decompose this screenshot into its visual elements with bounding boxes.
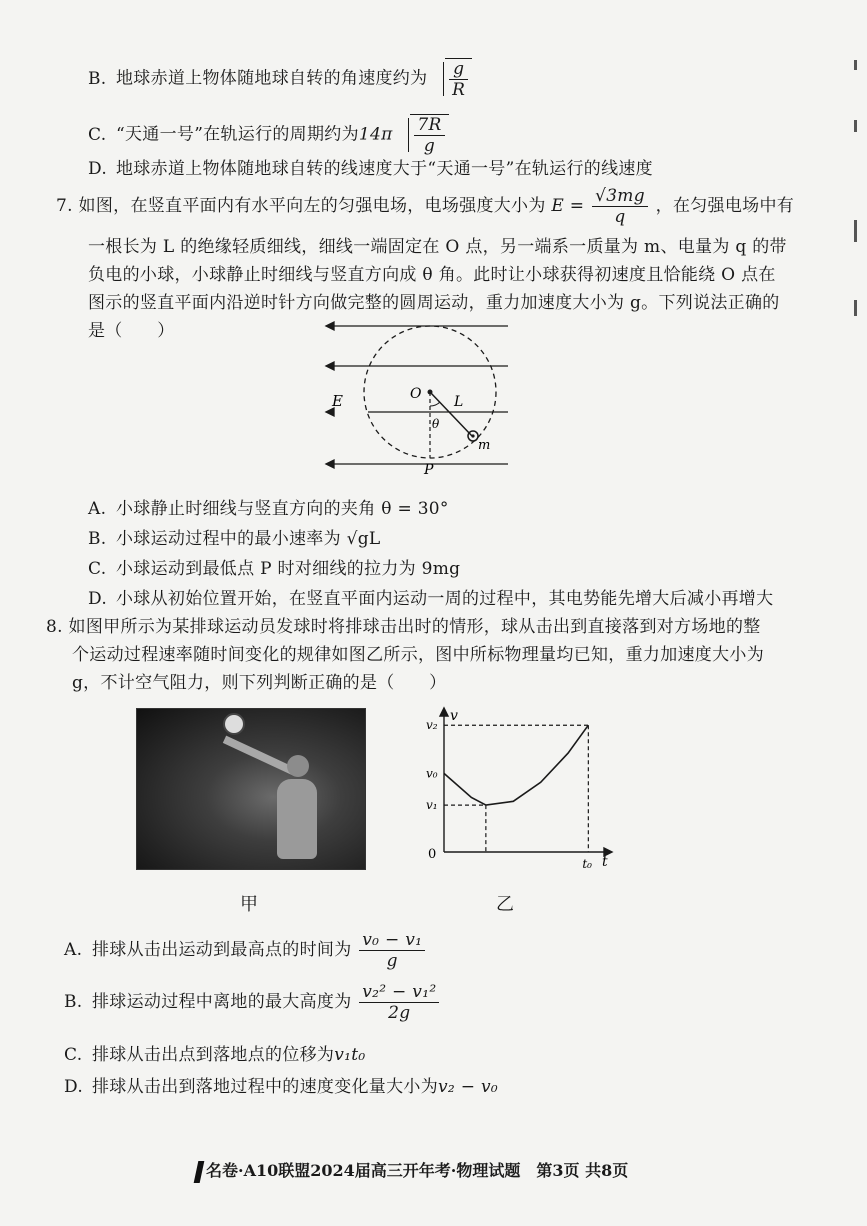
q6-option-b: B. 地球赤道上物体随地球自转的角速度约为 $\frac{g}{R}$ bbox=[88, 58, 472, 100]
speed-curve bbox=[444, 725, 588, 805]
speed-time-graph bbox=[400, 702, 620, 872]
tick-label-zero: 0 bbox=[428, 847, 437, 862]
tick-label-v1: v₁ bbox=[426, 798, 438, 813]
q7-stem-line-1: 7. 如图，在竖直平面内有水平向左的匀强电场，电场强度大小为 E = $\frac{√3mg}{q}$ ，在匀强电场中有 bbox=[56, 186, 795, 227]
axis-label-v: v bbox=[450, 708, 458, 724]
q7-option-b: B. 小球运动过程中的最小速率为 √gL bbox=[88, 529, 381, 549]
volleyball-icon bbox=[223, 713, 245, 735]
q8-stem-line-2: 个运动过程速率随时间变化的规律如图乙所示，图中所标物理量均已知，重力加速度大小为 bbox=[72, 645, 764, 665]
tick-label-v0: v₀ bbox=[426, 766, 438, 781]
point-label-o: O bbox=[410, 386, 422, 402]
brand-logo-icon bbox=[194, 1161, 205, 1183]
tick-label-t0: t₀ bbox=[582, 857, 592, 871]
q7-stem-line-3: 负电的小球，小球静止时细线与竖直方向成 θ 角。此时让小球获得初速度且恰能绕 O 点在 bbox=[88, 265, 776, 285]
mass-label-m: m bbox=[478, 438, 491, 453]
q8-option-d: D. 排球从击出到落地过程中的速度变化量大小为v₂ − v₀ bbox=[64, 1077, 498, 1097]
q8-stem-line-1: 8. 如图甲所示为某排球运动员发球时将排球击出时的情形，球从击出到直接落到对方场地的整 bbox=[46, 617, 761, 637]
angle-label-theta: θ bbox=[432, 417, 440, 431]
tick-label-v2: v₂ bbox=[426, 718, 438, 733]
q6-option-c: C. “天通一号”在轨运行的周期约为14π $\frac{7R}{g}$ bbox=[88, 114, 449, 156]
graph-caption: 乙 bbox=[496, 894, 514, 915]
q6-option-d: D. 地球赤道上物体随地球自转的线速度大于“天通一号”在轨运行的线速度 bbox=[88, 159, 653, 179]
q7-stem-line-2: 一根长为 L 的绝缘轻质细线，细线一端固定在 O 点，另一端系一质量为 m、电量为 q 的带 bbox=[88, 237, 787, 257]
q8-option-c: C. 排球从击出点到落地点的位移为v₁t₀ bbox=[64, 1045, 366, 1065]
volleyball-serve-photo bbox=[136, 708, 366, 870]
q7-stem-line-5: 是（ ） bbox=[88, 321, 175, 341]
footer-text: ·A10联盟2024届高三开年考·物理试题 第3页 共8页 bbox=[238, 1161, 629, 1180]
length-label-l: L bbox=[454, 394, 464, 410]
q7-option-d: D. 小球从初始位置开始，在竖直平面内运动一周的过程中，其电势能先增大后减小再增大 bbox=[88, 589, 774, 609]
q7-option-c: C. 小球运动到最低点 P 时对细线的拉力为 9mg bbox=[88, 559, 461, 579]
footer-brand: 名卷 bbox=[206, 1161, 239, 1180]
q7-field-diagram bbox=[318, 318, 518, 476]
point-label-p: P bbox=[424, 462, 434, 476]
q8-option-a: A. 排球从击出运动到最高点的时间为 $\frac{\text{v₀ − v₁}}{g}$ bbox=[64, 930, 427, 971]
field-label-e: E bbox=[332, 392, 343, 410]
q7-option-a: A. 小球静止时细线与竖直方向的夹角 θ = 30° bbox=[88, 499, 449, 519]
q8-option-b: B. 排球运动过程中离地的最大高度为 $\frac{\text{v₂² − v₁²}}{2g}$ bbox=[64, 982, 441, 1023]
page-footer bbox=[196, 1158, 628, 1183]
q8-stem-line-3: g，不计空气阻力，则下列判断正确的是（ ） bbox=[72, 673, 447, 693]
axis-label-t: t bbox=[602, 854, 608, 870]
photo-caption: 甲 bbox=[240, 894, 258, 915]
q7-stem-line-4: 图示的竖直平面内沿逆时针方向做完整的圆周运动，重力加速度大小为 g。下列说法正确的 bbox=[88, 293, 780, 313]
